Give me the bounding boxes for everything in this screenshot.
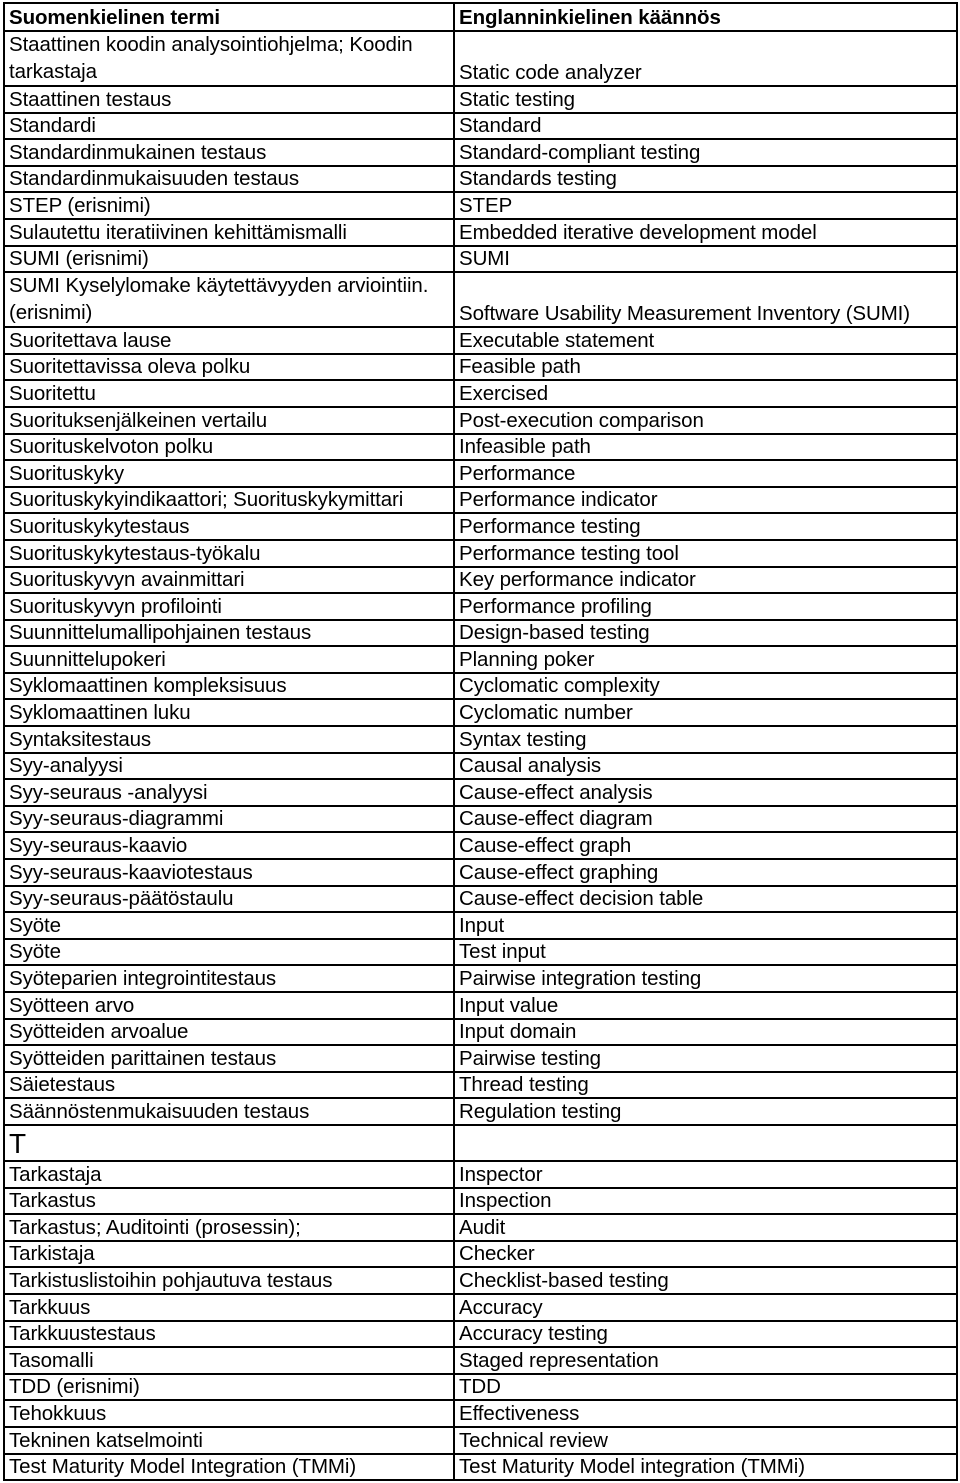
finnish-term: Suoritettavissa oleva polku <box>4 354 454 381</box>
finnish-term: Syötteiden arvoalue <box>4 1019 454 1046</box>
finnish-term: Tarkistaja <box>4 1241 454 1268</box>
english-translation: Input <box>454 912 957 939</box>
finnish-term: Syy-analyysi <box>4 753 454 780</box>
finnish-term: Suorituskyky <box>4 460 454 487</box>
table-row <box>4 407 957 434</box>
glossary-table <box>3 2 958 1481</box>
header-finnish-term: Suomenkielinen termi <box>4 3 454 31</box>
finnish-term: Suorituskykytestaus-työkalu <box>4 540 454 567</box>
table-row <box>4 540 957 567</box>
finnish-term: Standardinmukaisuuden testaus <box>4 166 454 193</box>
finnish-term: Syy-seuraus -analyysi <box>4 779 454 806</box>
english-translation: Software Usability Measurement Inventory (SUMI) <box>454 272 957 327</box>
finnish-term: Syöte <box>4 912 454 939</box>
table-row <box>4 272 957 327</box>
table-row <box>4 1214 957 1241</box>
table-row <box>4 699 957 726</box>
english-translation: Executable statement <box>454 327 957 354</box>
finnish-term: Syöteparien integrointitestaus <box>4 965 454 992</box>
english-translation: Post-execution comparison <box>454 407 957 434</box>
table-row <box>4 380 957 407</box>
english-translation: Standards testing <box>454 166 957 193</box>
table-row <box>4 726 957 753</box>
english-translation: Cause-effect analysis <box>454 779 957 806</box>
english-translation: Design-based testing <box>454 620 957 647</box>
table-row <box>4 460 957 487</box>
header-row <box>4 3 957 31</box>
table-row <box>4 1400 957 1427</box>
glossary-body <box>4 31 957 1480</box>
finnish-term: Syötteiden parittainen testaus <box>4 1045 454 1072</box>
table-row <box>4 113 957 140</box>
table-row <box>4 806 957 833</box>
english-translation: Embedded iterative development model <box>454 219 957 246</box>
english-translation: Accuracy testing <box>454 1321 957 1348</box>
english-translation: Cause-effect diagram <box>454 806 957 833</box>
english-translation: Checklist-based testing <box>454 1267 957 1294</box>
english-translation: Inspection <box>454 1188 957 1215</box>
finnish-term: Suorituskyvyn avainmittari <box>4 567 454 594</box>
table-row <box>4 593 957 620</box>
english-translation: Performance <box>454 460 957 487</box>
english-translation: Technical review <box>454 1427 957 1454</box>
english-translation: Cyclomatic number <box>454 699 957 726</box>
finnish-term: Tarkastus <box>4 1188 454 1215</box>
finnish-term: Syöte <box>4 939 454 966</box>
table-row <box>4 487 957 514</box>
table-row <box>4 1072 957 1099</box>
table-row <box>4 1098 957 1125</box>
english-translation: Cause-effect decision table <box>454 886 957 913</box>
header-english-translation: Englanninkielinen käännös <box>454 3 957 31</box>
english-translation: Syntax testing <box>454 726 957 753</box>
english-translation: Audit <box>454 1214 957 1241</box>
finnish-term: TDD (erisnimi) <box>4 1374 454 1401</box>
english-translation: Checker <box>454 1241 957 1268</box>
english-translation: Standard <box>454 113 957 140</box>
finnish-term: Tarkkuus <box>4 1294 454 1321</box>
table-row <box>4 192 957 219</box>
table-row <box>4 859 957 886</box>
table-row <box>4 1188 957 1215</box>
table-row <box>4 753 957 780</box>
finnish-term: Tasomalli <box>4 1347 454 1374</box>
table-row <box>4 779 957 806</box>
finnish-term: Suoritettu <box>4 380 454 407</box>
table-row <box>4 620 957 647</box>
english-translation: Cause-effect graph <box>454 832 957 859</box>
english-translation: Pairwise testing <box>454 1045 957 1072</box>
english-translation: Input domain <box>454 1019 957 1046</box>
finnish-term: Staattinen koodin analysointiohjelma; Koodin tarkastaja <box>4 31 454 86</box>
finnish-term: Säännöstenmukaisuuden testaus <box>4 1098 454 1125</box>
finnish-term: Standardinmukainen testaus <box>4 139 454 166</box>
finnish-term: Tarkastus; Auditointi (prosessin); <box>4 1214 454 1241</box>
table-row <box>4 31 957 86</box>
english-translation: Thread testing <box>454 1072 957 1099</box>
table-row <box>4 965 957 992</box>
english-translation: Standard-compliant testing <box>454 139 957 166</box>
finnish-term: Staattinen testaus <box>4 86 454 113</box>
table-row <box>4 219 957 246</box>
finnish-term: Sulautettu iteratiivinen kehittämismalli <box>4 219 454 246</box>
table-row <box>4 1045 957 1072</box>
table-row <box>4 354 957 381</box>
english-translation: Regulation testing <box>454 1098 957 1125</box>
finnish-term: Suoritettava lause <box>4 327 454 354</box>
finnish-term: Suunnittelupokeri <box>4 646 454 673</box>
table-row <box>4 513 957 540</box>
table-row <box>4 1267 957 1294</box>
table-row <box>4 1161 957 1188</box>
english-translation: Pairwise integration testing <box>454 965 957 992</box>
finnish-term: Syy-seuraus-kaavio <box>4 832 454 859</box>
table-row <box>4 832 957 859</box>
english-translation: Cyclomatic complexity <box>454 673 957 700</box>
english-translation: TDD <box>454 1374 957 1401</box>
finnish-term: Suorituskyvyn profilointi <box>4 593 454 620</box>
finnish-term: Syy-seuraus-kaaviotestaus <box>4 859 454 886</box>
finnish-term: Tarkistuslistoihin pohjautuva testaus <box>4 1267 454 1294</box>
table-row <box>4 886 957 913</box>
table-row <box>4 1321 957 1348</box>
table-row <box>4 673 957 700</box>
finnish-term: Syklomaattinen luku <box>4 699 454 726</box>
finnish-term: Syntaksitestaus <box>4 726 454 753</box>
finnish-term: Suorituksenjälkeinen vertailu <box>4 407 454 434</box>
finnish-term: Suorituskykytestaus <box>4 513 454 540</box>
table-row <box>4 646 957 673</box>
english-translation: Inspector <box>454 1161 957 1188</box>
table-row <box>4 246 957 273</box>
english-translation: Static code analyzer <box>454 31 957 86</box>
table-row <box>4 912 957 939</box>
table-row <box>4 166 957 193</box>
english-translation: Test input <box>454 939 957 966</box>
table-row <box>4 1427 957 1454</box>
english-translation: Performance indicator <box>454 487 957 514</box>
finnish-term: STEP (erisnimi) <box>4 192 454 219</box>
table-row <box>4 939 957 966</box>
table-row <box>4 86 957 113</box>
finnish-term: Standardi <box>4 113 454 140</box>
finnish-term: Säietestaus <box>4 1072 454 1099</box>
finnish-term: Syy-seuraus-päätöstaulu <box>4 886 454 913</box>
table-row <box>4 1241 957 1268</box>
finnish-term: Suunnittelumallipohjainen testaus <box>4 620 454 647</box>
english-translation: Effectiveness <box>454 1400 957 1427</box>
english-translation: SUMI <box>454 246 957 273</box>
table-row <box>4 1019 957 1046</box>
finnish-term: SUMI Kyselylomake käytettävyyden arviointiin. (erisnimi) <box>4 272 454 327</box>
english-translation: Feasible path <box>454 354 957 381</box>
english-translation: Planning poker <box>454 646 957 673</box>
table-row <box>4 1454 957 1481</box>
english-translation: Causal analysis <box>454 753 957 780</box>
finnish-term: Tekninen katselmointi <box>4 1427 454 1454</box>
table-row <box>4 1294 957 1321</box>
finnish-term: Suorituskelvoton polku <box>4 434 454 461</box>
finnish-term: Tehokkuus <box>4 1400 454 1427</box>
english-translation: STEP <box>454 192 957 219</box>
table-row <box>4 1374 957 1401</box>
english-translation: Infeasible path <box>454 434 957 461</box>
finnish-term: Suorituskykyindikaattori; Suorituskykymittari <box>4 487 454 514</box>
table-row <box>4 567 957 594</box>
english-translation: Performance testing <box>454 513 957 540</box>
english-translation: Exercised <box>454 380 957 407</box>
english-translation: Cause-effect graphing <box>454 859 957 886</box>
finnish-term: Syklomaattinen kompleksisuus <box>4 673 454 700</box>
finnish-term: Tarkkuustestaus <box>4 1321 454 1348</box>
english-translation: Staged representation <box>454 1347 957 1374</box>
finnish-term: SUMI (erisnimi) <box>4 246 454 273</box>
section-letter-row <box>4 1125 957 1161</box>
english-translation: Performance profiling <box>454 593 957 620</box>
table-row <box>4 434 957 461</box>
english-translation: Accuracy <box>454 1294 957 1321</box>
finnish-term: Syy-seuraus-diagrammi <box>4 806 454 833</box>
english-translation: Input value <box>454 992 957 1019</box>
table-row <box>4 992 957 1019</box>
finnish-term: Tarkastaja <box>4 1161 454 1188</box>
section-letter: T <box>4 1125 454 1161</box>
english-translation <box>454 1125 957 1161</box>
table-row <box>4 327 957 354</box>
english-translation: Test Maturity Model integration (TMMi) <box>454 1454 957 1481</box>
english-translation: Performance testing tool <box>454 540 957 567</box>
table-row <box>4 139 957 166</box>
finnish-term: Test Maturity Model Integration (TMMi) <box>4 1454 454 1481</box>
english-translation: Key performance indicator <box>454 567 957 594</box>
finnish-term: Syötteen arvo <box>4 992 454 1019</box>
table-row <box>4 1347 957 1374</box>
english-translation: Static testing <box>454 86 957 113</box>
